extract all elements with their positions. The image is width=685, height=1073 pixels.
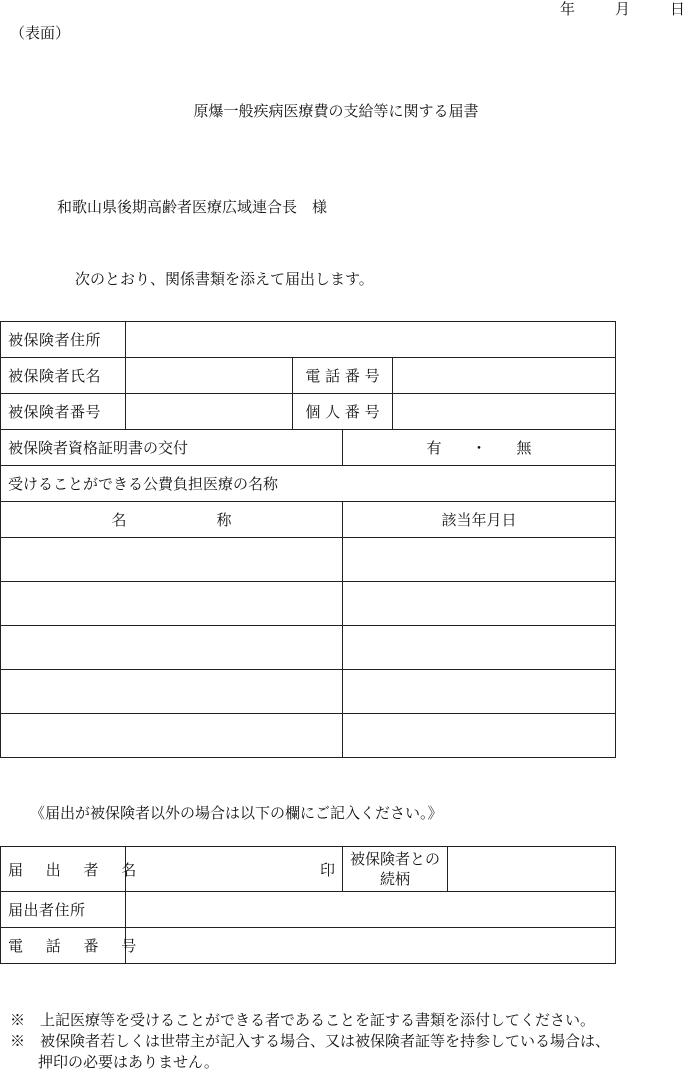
intro-text: 次のとおり、関係書類を添えて届出します。 xyxy=(75,270,374,288)
public-expense-name-field[interactable] xyxy=(1,538,343,582)
public-expense-name-field[interactable] xyxy=(1,670,343,714)
certificate-options[interactable]: 有 ・ 無 xyxy=(343,430,616,466)
public-expense-label: 受けることができる公費負担医療の名称 xyxy=(1,466,616,502)
public-expense-date-field[interactable] xyxy=(343,626,616,670)
applicant-name-field[interactable] xyxy=(126,847,343,892)
applicant-phone-field[interactable] xyxy=(126,928,616,964)
applicant-name-label: 届 出 者 名 xyxy=(1,847,126,892)
public-expense-entry-row xyxy=(1,670,616,714)
column-name-header: 名 称 xyxy=(1,502,343,538)
note-line: ※ 上記医療等を受けることができる者であることを証する書類を添付してください。 xyxy=(10,1011,596,1029)
phone-number-field[interactable] xyxy=(393,358,616,394)
insured-number-label: 被保険者番号 xyxy=(1,394,126,430)
insured-address-label: 被保険者住所 xyxy=(1,322,126,358)
relation-label: 被保険者との続柄 xyxy=(343,847,448,892)
applicant-phone-row xyxy=(1,928,616,964)
applicant-info-table xyxy=(0,846,616,964)
phone-number-label: 電 話 番 号 xyxy=(293,358,393,394)
day-label: 日 xyxy=(670,0,685,18)
month-label: 月 xyxy=(615,0,631,18)
column-date-header: 該当年月日 xyxy=(343,502,616,538)
side-mark: （表面） xyxy=(10,24,71,42)
public-expense-name-field[interactable] xyxy=(1,582,343,626)
public-expense-name-field[interactable] xyxy=(1,714,343,758)
insured-address-row xyxy=(1,322,616,358)
addressee: 和歌山県後期高齢者医療広域連合長 様 xyxy=(57,198,328,216)
public-expense-name-field[interactable] xyxy=(1,626,343,670)
applicant-name-row xyxy=(1,847,616,892)
personal-number-field[interactable] xyxy=(393,394,616,430)
public-expense-entry-row xyxy=(1,582,616,626)
insured-info-table xyxy=(0,321,616,758)
certificate-row xyxy=(1,430,616,466)
document-title: 原爆一般疾病医療費の支給等に関する届書 xyxy=(193,102,479,120)
public-expense-entry-row xyxy=(1,538,616,582)
insured-name-label: 被保険者氏名 xyxy=(1,358,126,394)
personal-number-label: 個 人 番 号 xyxy=(293,394,393,430)
date-line xyxy=(560,0,685,19)
certificate-label: 被保険者資格証明書の交付 xyxy=(1,430,343,466)
public-expense-header-row xyxy=(1,502,616,538)
notes xyxy=(10,1010,610,1073)
public-expense-date-field[interactable] xyxy=(343,670,616,714)
applicant-address-label: 届出者住所 xyxy=(1,892,126,928)
insured-number-field[interactable] xyxy=(126,394,293,430)
public-expense-date-field[interactable] xyxy=(343,538,616,582)
public-expense-date-field[interactable] xyxy=(343,714,616,758)
applicant-address-row xyxy=(1,892,616,928)
applicant-notice: 《届出が被保険者以外の場合は以下の欄にご記入ください。》 xyxy=(30,804,443,822)
year-label: 年 xyxy=(560,0,576,18)
public-expense-row xyxy=(1,466,616,502)
relation-field[interactable] xyxy=(448,847,616,892)
applicant-address-field[interactable] xyxy=(126,892,616,928)
applicant-phone-label: 電 話 番 号 xyxy=(1,928,126,964)
public-expense-entry-row xyxy=(1,626,616,670)
insured-address-field[interactable] xyxy=(126,322,616,358)
insured-number-row xyxy=(1,394,616,430)
note-line: 押印の必要はありません。 xyxy=(38,1053,219,1071)
insured-name-row xyxy=(1,358,616,394)
seal-mark: 印 xyxy=(319,860,335,879)
public-expense-date-field[interactable] xyxy=(343,582,616,626)
note-line: ※ 被保険者若しくは世帯主が記入する場合、又は被保険者証等を持参している場合は、 xyxy=(10,1032,611,1050)
public-expense-entry-row xyxy=(1,714,616,758)
insured-name-field[interactable] xyxy=(126,358,293,394)
